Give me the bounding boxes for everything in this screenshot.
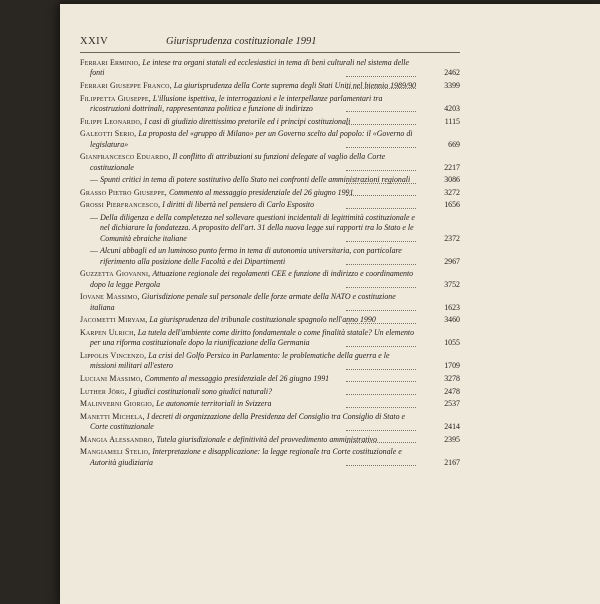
index-entry xyxy=(80,117,460,127)
leader-dots xyxy=(346,137,416,148)
leader-dots xyxy=(346,173,416,184)
index-entry xyxy=(80,175,460,185)
page-folio: XXIV xyxy=(80,36,109,47)
entry-page-number: 1115 xyxy=(444,116,460,126)
entry-page-number: 4203 xyxy=(444,104,460,113)
leader-dots xyxy=(346,66,416,77)
leader-dots xyxy=(346,384,416,395)
entry-page-number: 3086 xyxy=(444,175,460,185)
entry-author: — xyxy=(90,246,99,256)
entry-title: La giurisprudenza del tribunale costituzionale spagnolo nell'anno 1990 xyxy=(149,315,376,325)
entry-title: Il conflitto di attribuzioni su funzioni delegate al vaglio della Corte costituzionale xyxy=(90,152,386,172)
entry-page-number: 2414 xyxy=(444,422,460,432)
entry-author: Filippetta Giuseppe, xyxy=(80,93,151,103)
leader-dots xyxy=(346,371,416,382)
entry-author: Galeotti Serio, xyxy=(80,129,137,139)
entry-page-number: 669 xyxy=(448,139,460,149)
entry-page-number: 1055 xyxy=(444,338,460,348)
entry-title: Tutela giurisdizionale e definitività del provvedimento amministrativo xyxy=(156,434,378,444)
entry-title: Commento al messaggio presidenziale del 26 giugno 1991 xyxy=(144,373,330,383)
index-entry xyxy=(80,399,460,409)
header-rule xyxy=(80,52,460,53)
entry-author: Ferrari Giuseppe Franco, xyxy=(80,81,172,90)
entry-author: Luciani Massimo, xyxy=(80,373,143,383)
entry-page-number: 2967 xyxy=(444,256,460,266)
leader-dots xyxy=(346,185,416,196)
leader-dots xyxy=(346,101,416,112)
index-entry xyxy=(80,328,460,349)
entry-title: Le intese tra organi statali ed ecclesiastici in tema di beni culturali nel sistema delle fonti xyxy=(90,58,409,78)
index-entry xyxy=(80,81,460,91)
entry-page-number: 1709 xyxy=(444,361,460,371)
entry-page-number: 1623 xyxy=(444,302,460,312)
index-entry xyxy=(80,94,460,115)
entry-page-number: 2217 xyxy=(444,162,460,172)
entry-page-number: 2462 xyxy=(444,68,460,78)
entry-author: — xyxy=(90,175,99,185)
entry-author: Filippi Leonardo, xyxy=(80,116,143,126)
entry-title: La crisi del Golfo Persico in Parlamento: le problematiche della guerra e le missioni militari all'estero xyxy=(90,350,390,371)
entry-title: L'illusione ispettiva, le interrogazioni e le interpellanze parlamentari tra ricostruzioni dottrinali, rappresentanza politica e funzione di indirizzo xyxy=(90,93,383,113)
leader-dots xyxy=(346,198,416,209)
entry-author: Manetti Michela, xyxy=(80,411,145,421)
entry-page-number: 3460 xyxy=(444,315,460,325)
index-entry xyxy=(80,269,460,290)
entry-author: Mangiameli Stelio, xyxy=(80,447,151,457)
leader-dots xyxy=(346,160,416,171)
leader-dots xyxy=(346,432,416,443)
entry-author: — xyxy=(90,212,99,222)
entry-page-number: 3399 xyxy=(444,81,460,90)
entry-page-number: 2537 xyxy=(444,399,460,409)
entry-page-number: 2395 xyxy=(444,434,460,444)
entry-title: La tutela dell'ambiente come diritto fondamentale o come finalità statale? Un elemento per una riforma costituzionale dopo la riunificazione della Germania xyxy=(90,327,415,348)
running-title: Giurisprudenza costituzionale 1991 xyxy=(166,36,317,47)
entry-author: Iovane Massimo, xyxy=(80,292,140,302)
leader-dots xyxy=(346,359,416,370)
index-entry xyxy=(80,129,460,150)
index-entry xyxy=(80,246,460,267)
entry-title: Spunti critici in tema di potere sostitutivo dello Stato nei confronti delle amministrazioni regionali xyxy=(100,175,411,185)
index-entry xyxy=(80,447,460,468)
entry-title: I casi di giudizio direttissimo pretorile ed i principi costituzionali xyxy=(144,116,351,126)
index-entry xyxy=(80,435,460,445)
entry-author: Jacometti Miryam, xyxy=(80,315,148,325)
index-entry xyxy=(80,315,460,325)
index-entry xyxy=(80,412,460,433)
leader-dots xyxy=(346,336,416,347)
index-entry xyxy=(80,58,460,79)
entry-author: Gianfrancesco Eduardo, xyxy=(80,152,171,162)
index-entry xyxy=(80,152,460,173)
index-entry xyxy=(80,374,460,384)
page-header xyxy=(80,36,460,50)
entry-page-number: 1656 xyxy=(444,200,460,210)
entry-author: Karpen Ulrich, xyxy=(80,327,136,337)
entry-page-number: 2167 xyxy=(444,457,460,467)
entry-title: Interpretazione e disapplicazione: la legge regionale tra Corte costituzionale e Autorità giudiziaria xyxy=(90,447,402,467)
leader-dots xyxy=(346,455,416,466)
entry-title: Commento al messaggio presidenziale del 26 giugno 1991 xyxy=(168,187,354,197)
index-entry xyxy=(80,213,460,244)
entry-title: I giudici costituzionali sono giudici naturali? xyxy=(128,386,273,396)
leader-dots xyxy=(346,277,416,288)
leader-dots xyxy=(346,397,416,408)
entry-title: Giurisdizione penale sul personale delle forze armate della NATO e costituzione italiana xyxy=(90,292,396,312)
index-entry xyxy=(80,292,460,313)
entry-page-number: 3272 xyxy=(444,187,460,197)
entry-title: Della diligenza e della completezza nel sollevare questioni incidentali di legittimità costituzionale e nel dichiarare la fondatezza. A proposito dell'art. 31 della nuova legge sui rapporti tra lo Stato e le Comunità ebraiche italiane xyxy=(100,212,415,243)
leader-dots xyxy=(346,78,416,89)
leader-dots xyxy=(346,231,416,242)
leader-dots xyxy=(346,254,416,265)
entry-author: Guzzetta Giovanni, xyxy=(80,269,151,279)
index-entry xyxy=(80,200,460,210)
entry-title: Le autonomie territoriali in Svizzera xyxy=(156,399,272,409)
index-entry xyxy=(80,351,460,372)
entry-title: Attuazione regionale dei regolamenti CEE e funzione di indirizzo e coordinamento dopo la legge Pergola xyxy=(90,269,414,289)
leader-dots xyxy=(346,420,416,431)
entry-title: La proposta del «gruppo di Milano» per un Governo scelto dal popolo: il «Governo di legislatura» xyxy=(90,129,413,149)
leader-dots xyxy=(346,114,416,125)
leader-dots xyxy=(346,313,416,324)
entry-title: I decreti di organizzazione della Presidenza del Consiglio tra Consiglio di Stato e Corte costituzionale xyxy=(90,411,406,432)
entry-author: Grasso Pietro Giuseppe, xyxy=(80,187,167,197)
entry-page-number: 3752 xyxy=(444,279,460,289)
leader-dots xyxy=(346,300,416,311)
index-entries xyxy=(80,58,460,470)
entry-author: Mangia Alessandro, xyxy=(80,434,155,444)
entry-title: Alcuni abbagli ed un luminoso punto fermo in tema di autonomia universitaria, con particolare riferimento alla posizione delle Facoltà e dei Dipartimenti xyxy=(100,246,402,266)
entry-title: I diritti di libertà nel pensiero di Carlo Esposito xyxy=(162,200,315,210)
entry-page-number: 2372 xyxy=(444,233,460,243)
index-entry xyxy=(80,188,460,198)
entry-author: Lippolis Vincenzo, xyxy=(80,350,147,360)
entry-author: Luther Jörg, xyxy=(80,386,127,396)
entry-author: Ferrari Erminio, xyxy=(80,58,141,67)
entry-page-number: 3278 xyxy=(444,373,460,383)
entry-author: Malinverni Giorgio, xyxy=(80,399,155,409)
index-entry xyxy=(80,387,460,397)
entry-author: Grossi Pierfrancesco, xyxy=(80,200,161,210)
entry-title: La giurisprudenza della Corte suprema degli Stati Uniti nel biennio 1989/90 xyxy=(173,81,416,90)
entry-page-number: 2478 xyxy=(444,386,460,396)
